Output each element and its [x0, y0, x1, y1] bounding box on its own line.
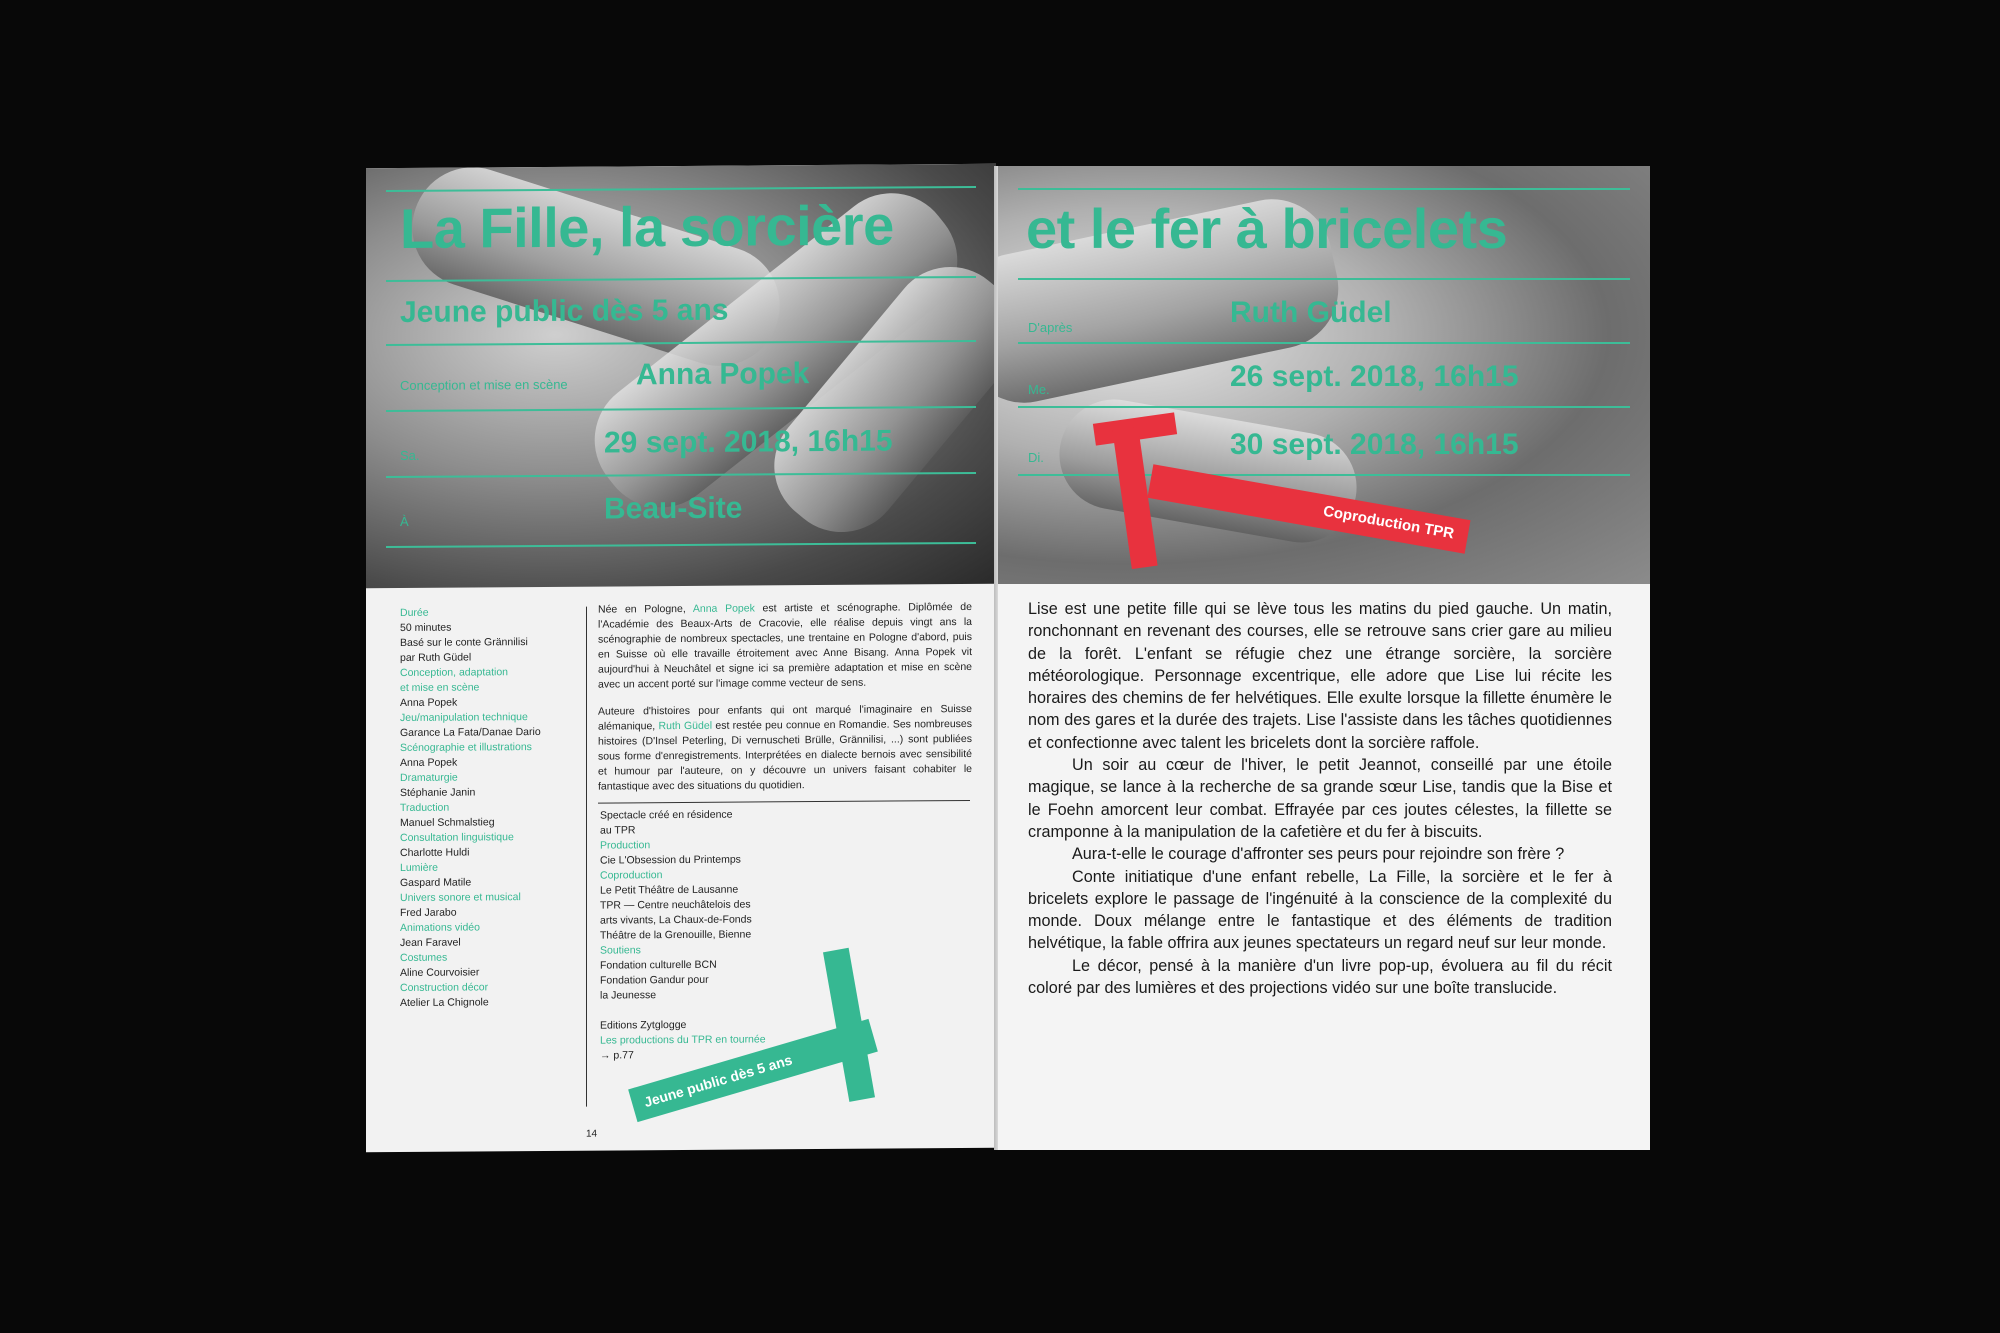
title-right: et le fer à bricelets: [1026, 197, 1508, 260]
production-value: la Jeunesse: [600, 989, 657, 1002]
production-label: Production: [600, 839, 651, 852]
synopsis-paragraph: Conte initiatique d'une enfant rebelle, La Fille, la sorcière et le fer à bricelets explore le passage de l'ingénuité à la conscience de la complexité du monde. Doux mélange entre le fantastique et des éléments de tradition helvétique, la fable offrira aux jeunes spectateurs un regard neuf sur leur monde.: [1028, 867, 1612, 953]
bio-column: [598, 600, 972, 795]
production-value: Théâtre de la Grenouille, Bienne: [600, 928, 752, 942]
production-value: Cie L'Obsession du Printemps: [600, 853, 741, 867]
production-value: arts vivants, La Chaux-de-Fonds: [600, 913, 752, 927]
production-label: Soutiens: [600, 944, 641, 957]
tour-page-ref: → p.77: [600, 1049, 634, 1062]
production-value: Spectacle créé en résidence: [600, 808, 733, 822]
editions: Editions Zytglogge: [600, 1018, 687, 1032]
credit-value: Charlotte Huldi: [400, 846, 470, 859]
synopsis-paragraph: Aura-t-elle le courage d'affronter ses peurs pour rejoindre son frère ?: [1072, 845, 1565, 864]
concept-name: Anna Popek: [636, 357, 810, 392]
credit-value: Atelier La Chignole: [400, 996, 489, 1009]
page-number: 14: [586, 1128, 598, 1140]
date-sa: 29 sept. 2018, 16h15: [604, 424, 893, 460]
rule-line: [1018, 188, 1630, 190]
production-value: au TPR: [600, 824, 636, 837]
title-left: La Fille, la sorcière: [400, 193, 894, 260]
audience-tag: Jeune public dès 5 ans: [628, 1019, 878, 1122]
credit-label: Conception, adaptation: [400, 666, 508, 679]
credit-label: Animations vidéo: [400, 921, 480, 934]
credit-label: Traduction: [400, 801, 450, 814]
credit-label: Univers sonore et musical: [400, 891, 521, 904]
credit-value: Anna Popek: [400, 696, 458, 709]
right-page: [998, 166, 1650, 1150]
production-label: Coproduction: [600, 869, 663, 882]
venue-label: À: [400, 513, 409, 529]
rule-line: [1018, 278, 1630, 280]
credits-column: [400, 605, 590, 1011]
credit-value: Manuel Schmalstieg: [400, 816, 495, 829]
credit-value: Basé sur le conte Grännilisi: [400, 636, 528, 649]
bio-gudel: [598, 702, 972, 795]
bio-name-popek: Anna Popek: [692, 602, 755, 615]
credit-value: Gaspard Matile: [400, 876, 472, 889]
bio-text: Née en Pologne,: [598, 602, 693, 616]
credit-value: Fred Jarabo: [400, 906, 457, 919]
bio-name-gudel: Ruth Güdel: [658, 719, 713, 733]
date-di: 30 sept. 2018, 16h15: [1230, 428, 1519, 461]
credit-value: Garance La Fata/Danae Dario: [400, 725, 541, 739]
rule-line: [1018, 342, 1630, 344]
coproduction-tag: Coproduction TPR: [1147, 464, 1470, 553]
credit-value: Anna Popek: [400, 756, 458, 769]
synopsis-paragraph: Un soir au cœur de l'hiver, le petit Jeannot, conseillé par une étoile magique, se lance à la recherche de sa grande sœur Lise, tandis que la Bise et le Foehn amorcent leur combat. Effrayée par ces joutes célestes, la fillette se cramponne à la manipulation de la cafetière et du fer à biscuits.: [1028, 756, 1612, 841]
credit-label: et mise en scène: [400, 681, 480, 694]
left-page: [366, 164, 996, 1152]
audience-heading: Jeune public dès 5 ans: [400, 293, 729, 329]
open-booklet: [366, 166, 1650, 1150]
synopsis: [1028, 598, 1612, 999]
production-value: Le Petit Théâtre de Lausanne: [600, 883, 739, 897]
rule-line: [1018, 406, 1630, 408]
production-value: Fondation culturelle BCN: [600, 958, 717, 972]
credit-label: Dramaturgie: [400, 771, 458, 784]
date-label-sa: Sa.: [400, 447, 420, 463]
column-rule: [586, 607, 587, 1107]
credit-value: par Ruth Güdel: [400, 651, 472, 664]
bio-popek: [598, 600, 972, 693]
credit-value: Stéphanie Janin: [400, 786, 476, 799]
production-value: TPR — Centre neuchâtelois des: [600, 898, 751, 912]
date-label-me: Me.: [1028, 382, 1050, 397]
synopsis-paragraph: Le décor, pensé à la manière d'un livre pop-up, évoluera au fil du récit coloré par des lumières et des projections vidéo sur une boîte translucide.: [1028, 956, 1612, 998]
production-value: Fondation Gandur pour: [600, 973, 709, 987]
tour-link[interactable]: Les productions du TPR en tournée: [600, 1033, 766, 1047]
date-label-di: Di.: [1028, 450, 1044, 465]
credit-value: Aline Courvoisier: [400, 966, 480, 979]
venue-name: Beau-Site: [604, 491, 743, 526]
credit-label: Costumes: [400, 951, 448, 964]
credit-label: Durée: [400, 606, 429, 619]
synopsis-paragraph: Lise est une petite fille qui se lève tous les matins du pied gauche. Un matin, ronchonnant en revenant des courses, elle se retrouve sans crier gare au milieu de la forêt. L'enfant se réfugie chez une étrange sorcière, la sorcière météorologique. Personnage excentrique, elle adore que Lise lui récite les horaires des chemins de fer helvétiques. Elle exulte lorsque la fillette énumère le nom des gares et la durée des trajets. Lise l'assiste dans les tâches quotidiennes et confectionne avec talent les bricelets dont la sorcière raffole.: [1028, 600, 1612, 752]
date-me: 26 sept. 2018, 16h15: [1230, 360, 1519, 393]
credit-value: Jean Faravel: [400, 936, 461, 949]
after-label: D'après: [1028, 320, 1073, 335]
rule-line: [1018, 474, 1630, 476]
credit-label: Construction décor: [400, 981, 489, 994]
column-rule: [598, 800, 970, 804]
credit-label: Lumière: [400, 861, 438, 874]
bio-text: est restée peu connue en Romandie. Ses nombreuses histoires (D'Insel Peterling, Di vernuscheti Brülle, Grännilisi, ...) sont publiées sous forme d'enregistrements. Interprétées en dialecte bernois avec sensibilité et humour par l'auteure, on y découvre un univers faisant cohabiter le fantastique avec des situations du quotidien.: [598, 717, 973, 793]
credit-value: 50 minutes: [400, 621, 452, 634]
production-column: [600, 807, 820, 1004]
credit-label: Scénographie et illustrations: [400, 741, 532, 754]
bio-text: Auteure d'histoires pour enfants qui ont marqué l'imaginaire en Suisse alémanique,: [598, 702, 972, 733]
after-name: Ruth Güdel: [1230, 296, 1392, 329]
credit-label: Consultation linguistique: [400, 831, 514, 844]
concept-label: Conception et mise en scène: [400, 376, 568, 393]
bio-text: est artiste et scénographe. Diplômée de l'Académie des Beaux-Arts de Cracovie, elle réalise depuis vingt ans la scénographie de nombreux spectacles, une trentaine en Pologne d'abord, puis en Suisse où elle travaille étroitement avec Anne Bisang. Anna Popek vit aujourd'hui à Neuchâtel et signe ici sa première adaptation et mise en scène avec un accent porté sur l'image comme vecteur de sens.: [598, 600, 972, 691]
credit-label: Jeu/manipulation technique: [400, 711, 528, 724]
